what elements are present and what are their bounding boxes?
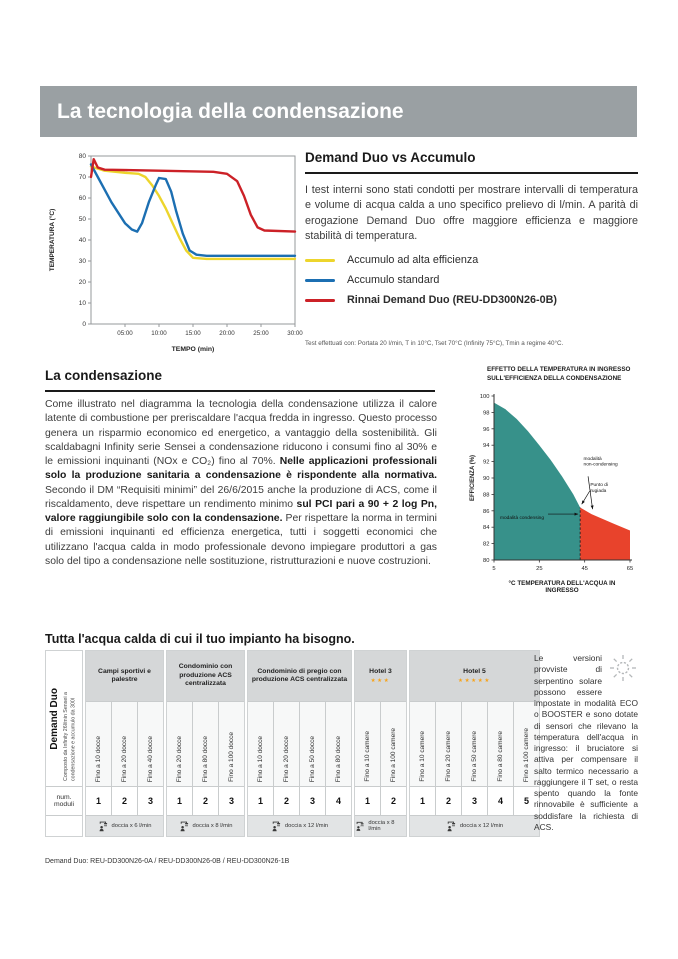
table-corner-demand-duo <box>46 651 82 786</box>
table-group <box>409 650 540 837</box>
column-label-text: Fino a 80 camere <box>497 731 504 782</box>
svg-text:25:00: 25:00 <box>253 330 269 337</box>
svg-text:05:00: 05:00 <box>117 330 133 337</box>
svg-text:30:00: 30:00 <box>287 330 303 337</box>
moduli-count: 3 <box>138 787 163 815</box>
svg-text:84: 84 <box>483 524 490 531</box>
column-label-text: Fino a 100 camere <box>523 727 530 782</box>
group-header <box>248 651 351 701</box>
table-group <box>166 650 245 837</box>
svg-text:65: 65 <box>626 565 634 572</box>
shower-icon <box>179 821 190 832</box>
group-title: Hotel 3 <box>369 667 392 675</box>
compare-intro-paragraph: I test interni sono stati condotti per mostrare intervalli di temperatura e volume di acqua calda a uno specifico prelievo di l/min. A parità di erogazione Demand Duo offre maggiore efficienza e maggiore stabilità di temperatura. <box>305 184 638 242</box>
flow-text: doccia x 6 l/min <box>111 823 152 829</box>
row-label-num-moduli: num. moduli <box>46 787 82 815</box>
svg-text:TEMPERATURA (°C): TEMPERATURA (°C) <box>49 208 56 272</box>
group-title: Condominio con produzione ACS centralizzata <box>178 663 233 688</box>
svg-text:5: 5 <box>492 565 496 572</box>
column-label-text: Fino a 40 docce <box>147 735 154 782</box>
column-label <box>355 702 380 786</box>
column-label-text: Fino a 80 docce <box>202 735 209 782</box>
column-label-text: Fino a 20 docce <box>121 735 128 782</box>
column-label-text: Fino a 20 camere <box>445 731 452 782</box>
column-label <box>300 702 325 786</box>
svg-text:20:00: 20:00 <box>219 330 235 337</box>
flow-text: doccia x 8 l/min <box>368 820 395 832</box>
shower-icon <box>355 821 365 832</box>
legend-item <box>305 294 638 306</box>
moduli-count: 1 <box>248 787 273 815</box>
table-group <box>247 650 352 837</box>
svg-text:TEMPO (min): TEMPO (min) <box>171 346 215 353</box>
svg-text:92: 92 <box>483 459 490 466</box>
svg-text:rugiada: rugiada <box>590 488 607 494</box>
column-label <box>248 702 273 786</box>
svg-text:modalità condensing: modalità condensing <box>500 515 545 521</box>
legend-label: Accumulo standard <box>347 274 440 287</box>
flow-text: doccia x 8 l/min <box>192 823 233 829</box>
shower-icon <box>446 821 457 832</box>
efficiency-chart-title-line2: SULL'EFFICIENZA DELLA CONDENSAZIONE <box>487 374 622 382</box>
column-label-text: Fino a 10 docce <box>95 735 102 782</box>
column-label <box>488 702 513 786</box>
column-label-text: Fino a 20 docce <box>283 735 290 782</box>
temperature-time-chart-svg <box>45 146 303 358</box>
group-title: Hotel 5 <box>463 667 486 675</box>
svg-text:40: 40 <box>78 237 86 245</box>
column-label <box>112 702 137 786</box>
svg-text:0: 0 <box>82 321 86 329</box>
section-title-demand-duo-vs-accumulo: Demand Duo vs Accumulo <box>305 150 638 174</box>
moduli-count: 2 <box>274 787 299 815</box>
column-label-text: Fino a 10 docce <box>257 735 264 782</box>
column-label-text: Fino a 100 docce <box>228 732 235 782</box>
svg-text:45: 45 <box>581 565 588 572</box>
sun-icon <box>608 653 638 683</box>
legend-label: Rinnai Demand Duo (REU-DD300N26-0B) <box>347 294 557 307</box>
moduli-count: 2 <box>193 787 218 815</box>
column-label <box>219 702 244 786</box>
flow-cell <box>167 816 244 836</box>
moduli-count: 3 <box>462 787 487 815</box>
compare-section <box>305 150 638 347</box>
svg-text:98: 98 <box>483 410 490 417</box>
column-label <box>193 702 218 786</box>
group-header <box>355 651 406 701</box>
svg-text:10: 10 <box>78 300 86 308</box>
svg-text:25: 25 <box>536 565 543 572</box>
legend-line-swatch <box>305 279 335 283</box>
legend-line-swatch <box>305 259 335 263</box>
solar-note <box>534 653 638 833</box>
legend-line-swatch <box>305 299 335 303</box>
page-title: La tecnologia della condensazione <box>40 86 637 137</box>
temperature-time-chart <box>45 146 303 364</box>
group-title: Condominio di pregio con produzione ACS centralizzata <box>251 667 348 683</box>
moduli-count: 1 <box>86 787 111 815</box>
column-label-text: Fino a 100 camere <box>390 727 397 782</box>
svg-text:70: 70 <box>78 174 86 182</box>
group-header <box>86 651 163 701</box>
column-label-text: Fino a 20 docce <box>176 735 183 782</box>
moduli-count: 3 <box>219 787 244 815</box>
svg-text:100: 100 <box>479 393 490 400</box>
group-title: Campi sportivi e palestre <box>98 667 151 683</box>
flow-text: doccia x 12 l/min <box>459 823 504 829</box>
column-label <box>138 702 163 786</box>
column-label-text: Fino a 50 camere <box>471 731 478 782</box>
stars-icon: ★★★★★ <box>457 678 492 685</box>
svg-text:82: 82 <box>483 541 490 548</box>
demand-duo-sublabel: Composto da Infinity 26l/min Sensei a condensazione e accumulo da 300l <box>63 691 77 781</box>
flow-cell <box>86 816 163 836</box>
solar-note-text: Le versioni provviste di serpentino solare possono essere impostate in modalità ECO o BOOSTER e sono dotate di sensori che rilevano la temperatura dell'acqua in ingresso: il bruciatore si attiva per compensare il salto termico necessario a raggiungere il T set, o resta spento quando la fonte rinnovabile è sufficiente a soddisfare la richiesta di ACS. <box>534 653 638 832</box>
chart-legend <box>305 254 638 306</box>
moduli-count: 1 <box>355 787 380 815</box>
column-label <box>462 702 487 786</box>
shower-icon <box>271 821 282 832</box>
svg-text:80: 80 <box>78 153 86 161</box>
shower-icon <box>98 821 109 832</box>
moduli-count: 4 <box>488 787 513 815</box>
svg-text:15:00: 15:00 <box>185 330 201 337</box>
stars-icon: ★★★ <box>370 678 391 685</box>
flow-cell <box>410 816 539 836</box>
sizing-heading: Tutta l'acqua calda di cui il tuo impianto ha bisogno. <box>45 631 355 646</box>
svg-text:20: 20 <box>78 279 86 287</box>
column-label <box>436 702 461 786</box>
efficiency-chart-title-line1: EFFETTO DELLA TEMPERATURA IN INGRESSO <box>487 366 631 373</box>
flow-text: doccia x 12 l/min <box>284 823 329 829</box>
column-label-text: Fino a 80 docce <box>335 735 342 782</box>
svg-text:EFFICIENZA (%): EFFICIENZA (%) <box>470 454 476 501</box>
column-label <box>86 702 111 786</box>
column-label <box>326 702 351 786</box>
moduli-count: 5 <box>514 787 539 815</box>
moduli-count: 2 <box>381 787 406 815</box>
svg-text:94: 94 <box>483 442 490 449</box>
test-conditions-footnote: Test effettuati con: Portata 20 l/min, T in 10°C, Tset 70°C (Infinity 75°C), Tmin a regime 40°C. <box>305 340 564 348</box>
group-header <box>410 651 539 701</box>
efficiency-chart-svg <box>466 388 640 580</box>
efficiency-chart-xlabel: °C TEMPERATURA DELL'ACQUA IN INGRESSO <box>508 579 616 594</box>
flow-cell <box>248 816 351 836</box>
group-header <box>167 651 244 701</box>
flow-cell <box>355 816 406 836</box>
svg-text:modalità: modalità <box>583 456 602 462</box>
table-group <box>85 650 164 837</box>
moduli-count: 3 <box>300 787 325 815</box>
condensation-paragraph: Come illustrato nel diagramma la tecnologia della condensazione utilizza il calore latente di combustione per preriscaldare l'acqua fredda in ingresso. Questo processo genera un risparmio economico ed energetico, a vantaggio della sostenibilità. Gli scaldabagni Infinity serie Sensei a condensazione riducono i consumi fino al 30% e le emissioni inquinanti (NOx e CO₂) fino al 70%. Nelle applicazioni professionali solo la produzione sanitaria a condensazione è rispondente alla normativa. Secondo il DM “Requisiti minimi” del 26/6/2015 anche la produzione di ACS, come il riscaldamento, deve rispettare un rendimento minimo sul PCI pari a 90 + 2 log Pn, valore raggiungibile solo con la condensazione. Per rispettare la norma in termini di emissioni inquinanti ed efficienza energetica, tutti i soggetti economici che utilizzano l'acqua calda in modo professionale devono impiegare produttori a gas solo del tipo a condensazione nelle sostituzione, ristrutturazioni e nuove costruzioni. <box>45 399 437 567</box>
column-label <box>167 702 192 786</box>
column-label <box>381 702 406 786</box>
legend-item <box>305 254 638 266</box>
column-label <box>274 702 299 786</box>
moduli-count: 1 <box>167 787 192 815</box>
section-title-condensazione: La condensazione <box>45 368 435 392</box>
svg-text:Punto di: Punto di <box>590 482 608 488</box>
svg-text:30: 30 <box>78 258 86 266</box>
svg-text:10:00: 10:00 <box>151 330 167 337</box>
moduli-count: 1 <box>410 787 435 815</box>
column-label-text: Fino a 10 camere <box>364 731 371 782</box>
column-label-text: Fino a 10 camere <box>419 731 426 782</box>
svg-text:96: 96 <box>483 426 490 433</box>
column-label-text: Fino a 50 docce <box>309 735 316 782</box>
demand-duo-label: Demand Duo <box>49 687 61 750</box>
svg-text:86: 86 <box>483 508 490 515</box>
svg-text:non-condensing: non-condensing <box>583 462 618 468</box>
legend-item <box>305 274 638 286</box>
models-footnote: Demand Duo: REU-DD300N26-0A / REU-DD300N26-0B / REU-DD300N26-1B <box>45 858 290 865</box>
sizing-table <box>45 650 540 837</box>
legend-label: Accumulo ad alta efficienza <box>347 254 479 267</box>
efficiency-chart <box>466 366 640 594</box>
svg-text:90: 90 <box>483 475 490 482</box>
table-group <box>354 650 407 837</box>
moduli-count: 2 <box>436 787 461 815</box>
svg-text:88: 88 <box>483 492 490 499</box>
moduli-count: 2 <box>112 787 137 815</box>
svg-text:50: 50 <box>78 216 86 224</box>
table-left-blank <box>46 816 82 836</box>
column-label <box>410 702 435 786</box>
table-left-column <box>45 650 83 837</box>
svg-text:80: 80 <box>483 557 490 564</box>
svg-text:60: 60 <box>78 195 86 203</box>
moduli-count: 4 <box>326 787 351 815</box>
